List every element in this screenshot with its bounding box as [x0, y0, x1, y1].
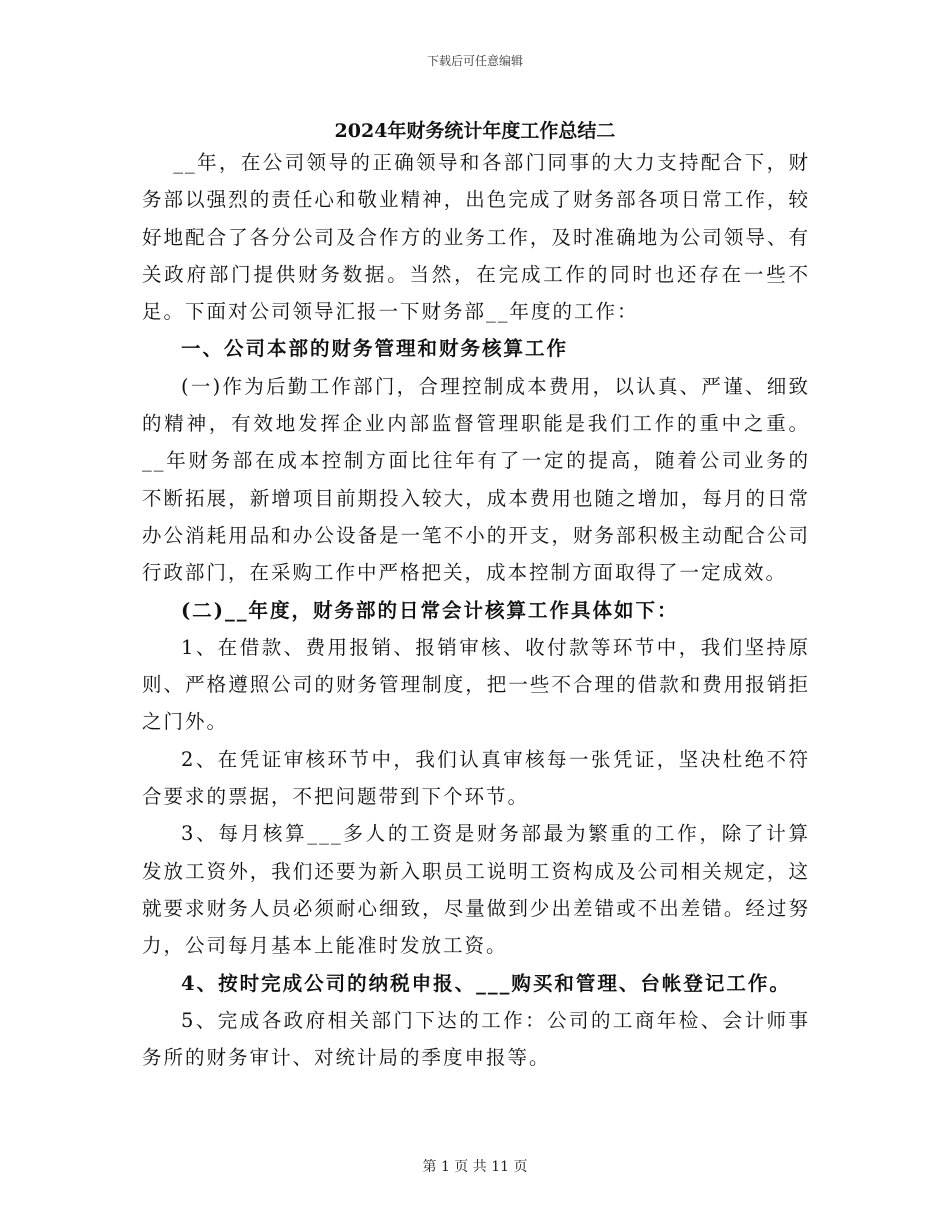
page-number-footer: 第 1 页 共 11 页	[422, 1159, 528, 1175]
list-item-5: 5、完成各政府相关部门下达的工作：公司的工商年检、会计师事务所的财务审计、对统计局的季度申报等。	[142, 1008, 810, 1070]
list-item-3: 3、每月核算___多人的工资是财务部最为繁重的工作，除了计算发放工资外，我们还要为新入职员工说明工资构成及公司相关规定，这就要求财务人员必须耐心细致，尽量做到少出差错或不出差错。经过努力，公司每月基本上能准时发放工资。	[142, 822, 810, 958]
header-note: 下载后可任意编辑	[426, 54, 523, 68]
list-item-2: 2、在凭证审核环节中，我们认真审核每一张凭证，坚决杜绝不符合要求的票据，不把问题带到下个环节。	[142, 747, 810, 809]
list-item-1: 1、在借款、费用报销、报销审核、收付款等环节中，我们坚持原则、严格遵照公司的财务管理制度，把一些不合理的借款和费用报销拒之门外。	[142, 635, 810, 734]
list-item-4: 4、按时完成公司的纳税申报、___购买和管理、台帐登记工作。	[181, 971, 791, 995]
paragraph-cost-control: (一)作为后勤工作部门，合理控制成本费用，以认真、严谨、细致的精神，有效地发挥企业内部监督管理职能是我们工作的重中之重。__年财务部在成本控制方面比往年有了一定的提高，随着公司业务的不断拓展，新增项目前期投入较大，成本费用也随之增加，每月的日常办公消耗用品和办公设备是一笔不小的开支，财务部积极主动配合公司行政部门，在采购工作中严格把关，成本控制方面取得了一定成效。	[142, 374, 810, 585]
paragraph-intro: __年，在公司领导的正确领导和各部门同事的大力支持配合下，财务部以强烈的责任心和敬业精神，出色完成了财务部各项日常工作，较好地配合了各分公司及合作方的业务工作，及时准确地为公司领导、有关政府部门提供财务数据。当然，在完成工作的同时也还存在一些不足。下面对公司领导汇报一下财务部__年度的工作：	[142, 151, 810, 324]
document-title: 2024年财务统计年度工作总结二	[334, 120, 616, 142]
section-heading-1: 一、公司本部的财务管理和财务核算工作	[181, 337, 569, 361]
document-body	[142, 144, 810, 1076]
subsection-heading-2: (二)__年度，财务部的日常会计核算工作具体如下：	[181, 598, 679, 622]
